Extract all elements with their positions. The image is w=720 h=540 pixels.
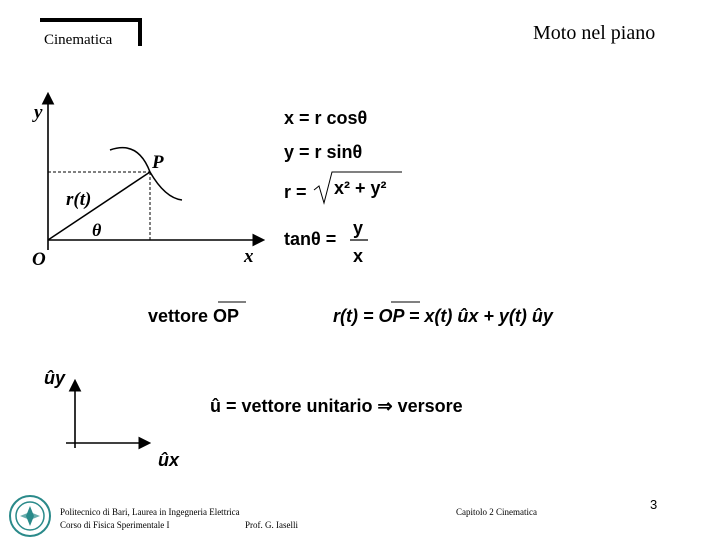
eq-y: y = r sinθ bbox=[284, 142, 363, 162]
radius-label: r(t) bbox=[66, 189, 92, 210]
eq-tan-denominator: x bbox=[353, 246, 364, 266]
eq-tan-lhs: tanθ = bbox=[284, 229, 337, 249]
x-axis-label: x bbox=[244, 246, 254, 267]
eq-tan-numerator: y bbox=[353, 218, 364, 238]
footer-institution: Politecnico di Bari, Laurea in Ingegneria Elettrica bbox=[60, 507, 240, 517]
ux-label: ûx bbox=[158, 450, 180, 470]
y-axis-label: y bbox=[34, 102, 43, 123]
point-label: P bbox=[152, 152, 164, 173]
footer-chapter: Capitolo 2 Cinematica bbox=[456, 507, 537, 517]
footer-course: Corso di Fisica Sperimentale I bbox=[60, 520, 170, 530]
equations-block bbox=[284, 108, 402, 266]
vector-label: vettore OP bbox=[148, 306, 240, 326]
unit-definition: û = vettore unitario ⇒ versore bbox=[210, 396, 463, 416]
vector-equation: r(t) = OP = x(t) ûx + y(t) ûy bbox=[333, 306, 553, 326]
page-title: Moto nel piano bbox=[533, 22, 656, 44]
page-number: 3 bbox=[650, 497, 658, 512]
eq-r-lhs: r = bbox=[284, 182, 307, 202]
footer-professor: Prof. G. Iaselli bbox=[245, 520, 298, 530]
eq-r-radicand: x² + y² bbox=[334, 178, 387, 198]
angle-label: θ bbox=[92, 220, 102, 240]
section-label: Cinematica bbox=[44, 32, 113, 48]
politecnico-seal-icon bbox=[8, 494, 52, 538]
uy-label: ûy bbox=[44, 368, 66, 388]
origin-label: O bbox=[32, 249, 46, 270]
unit-vector-diagram bbox=[44, 368, 180, 470]
vector-line bbox=[148, 302, 554, 326]
eq-x: x = r cosθ bbox=[284, 108, 368, 128]
polar-diagram bbox=[32, 95, 262, 270]
